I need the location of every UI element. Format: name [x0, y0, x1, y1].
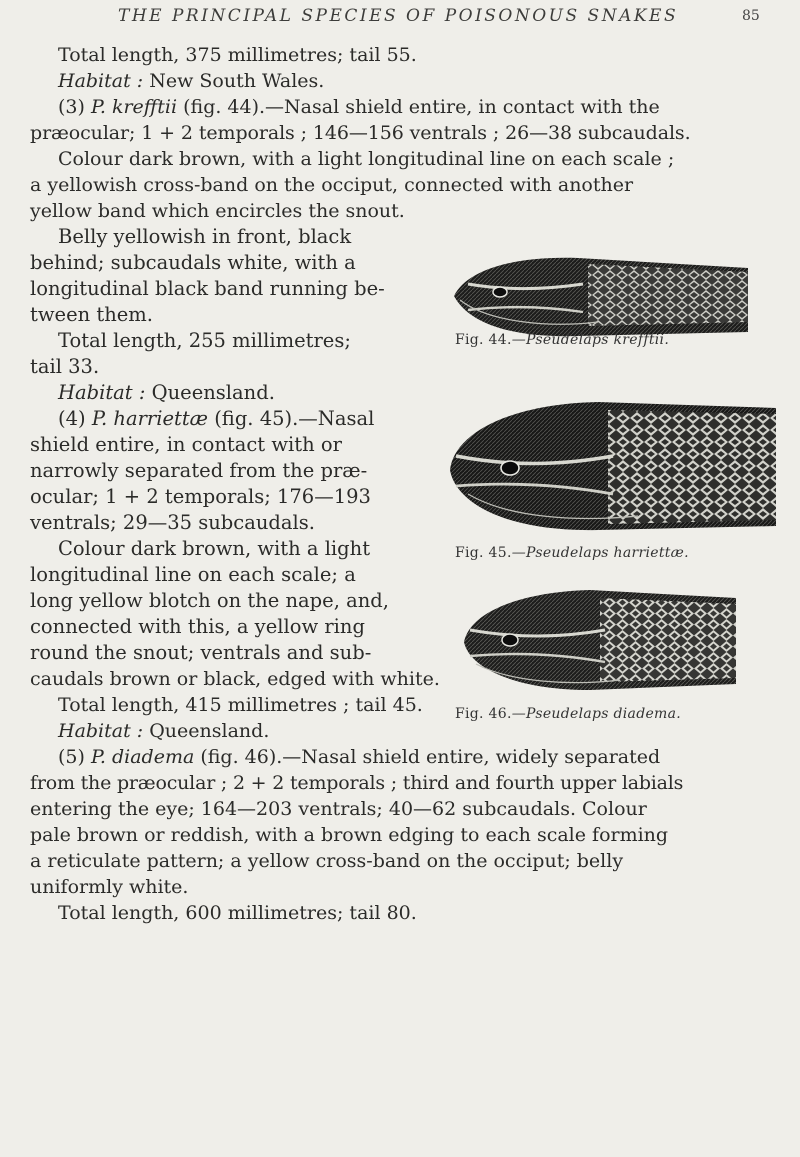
figure-44-snake-head — [448, 250, 766, 342]
figure-45-snake-head — [448, 400, 778, 540]
species-name: P. harriettæ — [91, 407, 208, 430]
text-line: round the snout; ventrals and sub- — [30, 641, 372, 664]
species-heading-krefftii: (3) P. krefftii (fig. 44).—Nasal shield entire, in contact with the — [58, 96, 660, 118]
text-line: Colour dark brown, with a light longitudinal line on each scale ; — [58, 148, 675, 170]
text-line: uniformly white. — [30, 876, 189, 898]
text-line: narrowly separated from the præ- — [30, 459, 368, 482]
text-line: Colour dark brown, with a light — [58, 537, 371, 560]
text-line: caudals brown or black, edged with white. — [30, 668, 440, 690]
text-line: long yellow blotch on the nape, and, — [30, 589, 389, 612]
text-line: præocular; 1 + 2 temporals ; 146—156 ventrals ; 26—38 subcaudals. — [30, 122, 691, 144]
text-line: longitudinal line on each scale; a — [30, 563, 356, 586]
snake-head-illustration-45 — [448, 400, 778, 540]
species-name: P. diadema — [90, 746, 195, 768]
text-line: from the præocular ; 2 + 2 temporals ; third and fourth upper labials — [30, 772, 684, 794]
species-name: P. krefftii — [90, 96, 178, 118]
text-line: a reticulate pattern; a yellow cross-band on the occiput; belly — [30, 850, 624, 872]
text-line: tween them. — [30, 303, 153, 326]
species-heading-harriettae: (4) P. harriettæ (fig. 45).—Nasal — [58, 407, 375, 430]
text-line: Total length, 600 millimetres; tail 80. — [58, 902, 417, 924]
text-line: Habitat : New South Wales. — [58, 70, 325, 92]
habitat-label: Habitat : — [58, 70, 144, 92]
snake-head-illustration-46 — [460, 586, 740, 694]
running-head: THE PRINCIPAL SPECIES OF POISONOUS SNAKES — [118, 6, 679, 26]
text-line: Total length, 375 millimetres; tail 55. — [58, 44, 417, 66]
habitat-label: Habitat : — [58, 381, 146, 404]
text-line: a yellowish cross-band on the occiput, connected with another — [30, 174, 634, 196]
text-line: tail 33. — [30, 355, 100, 378]
text-line: Habitat : Queensland. — [58, 381, 275, 404]
figure-46-snake-head — [460, 586, 740, 694]
text-line: entering the eye; 164—203 ventrals; 40—62 subcaudals. Colour — [30, 798, 647, 820]
text-line: shield entire, in contact with or — [30, 433, 342, 456]
text-line: Belly yellowish in front, black — [58, 225, 352, 248]
text-line: Total length, 415 millimetres ; tail 45. — [58, 694, 423, 716]
text-line: ventrals; 29—35 subcaudals. — [30, 511, 315, 534]
figure-45-caption: Fig. 45.—Pseudelaps harriettæ. — [455, 545, 689, 561]
text-line: Habitat : Queensland. — [58, 720, 270, 742]
text-line: pale brown or reddish, with a brown edging to each scale forming — [30, 824, 669, 846]
snake-head-illustration-44 — [448, 250, 766, 342]
text-line: Total length, 255 millimetres; — [58, 329, 351, 352]
text-line: behind; subcaudals white, with a — [30, 251, 356, 274]
text-line: connected with this, a yellow ring — [30, 615, 365, 638]
page-number: 85 — [742, 8, 760, 24]
figure-46-caption: Fig. 46.—Pseudelaps diadema. — [455, 706, 682, 722]
species-heading-diadema: (5) P. diadema (fig. 46).—Nasal shield entire, widely separated — [58, 746, 661, 768]
text-line: ocular; 1 + 2 temporals; 176—193 — [30, 485, 371, 508]
habitat-label: Habitat : — [58, 720, 144, 742]
figure-44-caption: Fig. 44.—Pseudelaps krefftii. — [455, 332, 670, 348]
text-line: yellow band which encircles the snout. — [30, 200, 405, 222]
text-line: longitudinal black band running be- — [30, 277, 385, 300]
